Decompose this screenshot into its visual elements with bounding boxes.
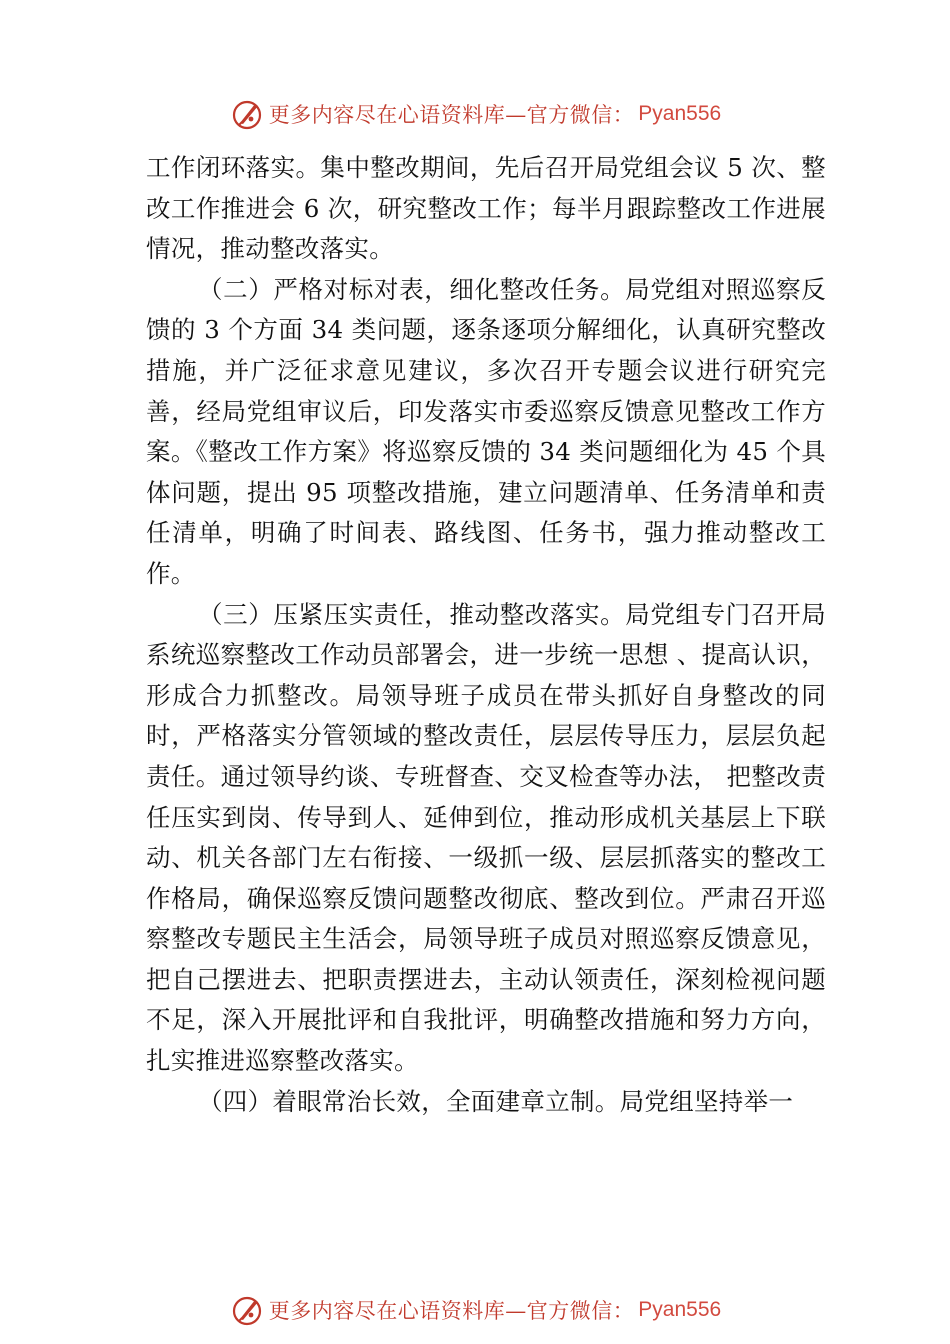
paragraph-2: （二）严格对标对表，细化整改任务。局党组对照巡察反馈的 3 个方面 34 类问题，逐条逐项分解细化，认真研究整改措施，并广泛征求意见建议，多次召开专题会议进行研究完善，经局党组审议后，印发落实市委巡察反馈意见整改工作方案。《整改工作方案》将巡察反馈的 34 类问题细化为 45 个具体问题，提出 95 项整改措施，建立问题清单、任务清单和责任清单，明确了时间表、路线图、任务书，强力推动整改工作。 [146,274,826,588]
footer-banner-content [229,1292,721,1328]
document-body [146,148,826,1122]
paragraph-3: （三）压紧压实责任，推动整改落实。局党组专门召开局系统巡察整改工作动员部署会，进一步统一思想 、提高认识，形成合力抓整改。局领导班子成员在带头抓好自身整改的同时，严格落实分管领域的整改责任，层层传导压力，层层负起责任。通过领导约谈、专班督查、交叉检查等办法， 把整改责任压实到岗、传导到人、延伸到位，推动形成机关基层上下联动、机关各部门左右衔接、一级抓一级、层层抓落实的整改工作格局，确保巡察反馈问题整改彻底、整改到位。严肃召开巡察整改专题民主生活会，局领导班子成员对照巡察反馈意见，把自己摆进去、把职责摆进去，主动认领责任，深刻检视问题不足，深入开展批评和自我批评，明确整改措施和努力方向，扎实推进巡察整改落实。 [146,599,826,1076]
header-banner-content [229,96,721,132]
paragraph-1: 工作闭环落实。集中整改期间，先后召开局党组会议 5 次、整改工作推进会 6 次，研究整改工作；每半月跟踪整改工作进展情况，推动整改落实。 [146,153,826,264]
header-banner-contact: Pyan556 [638,102,722,125]
footer-banner-contact: Pyan556 [638,1298,722,1321]
header-banner [0,94,950,134]
header-banner-text: 更多内容尽在心语资料库—官方微信： [268,103,635,127]
quill-pen-logo-icon [229,1292,265,1328]
quill-pen-logo-icon [229,96,265,132]
footer-banner-text: 更多内容尽在心语资料库—官方微信： [268,1299,635,1323]
footer-banner [0,1290,950,1330]
paragraph-4: （四）着眼常治长效，全面建章立制。局党组坚持举一 [198,1086,794,1116]
